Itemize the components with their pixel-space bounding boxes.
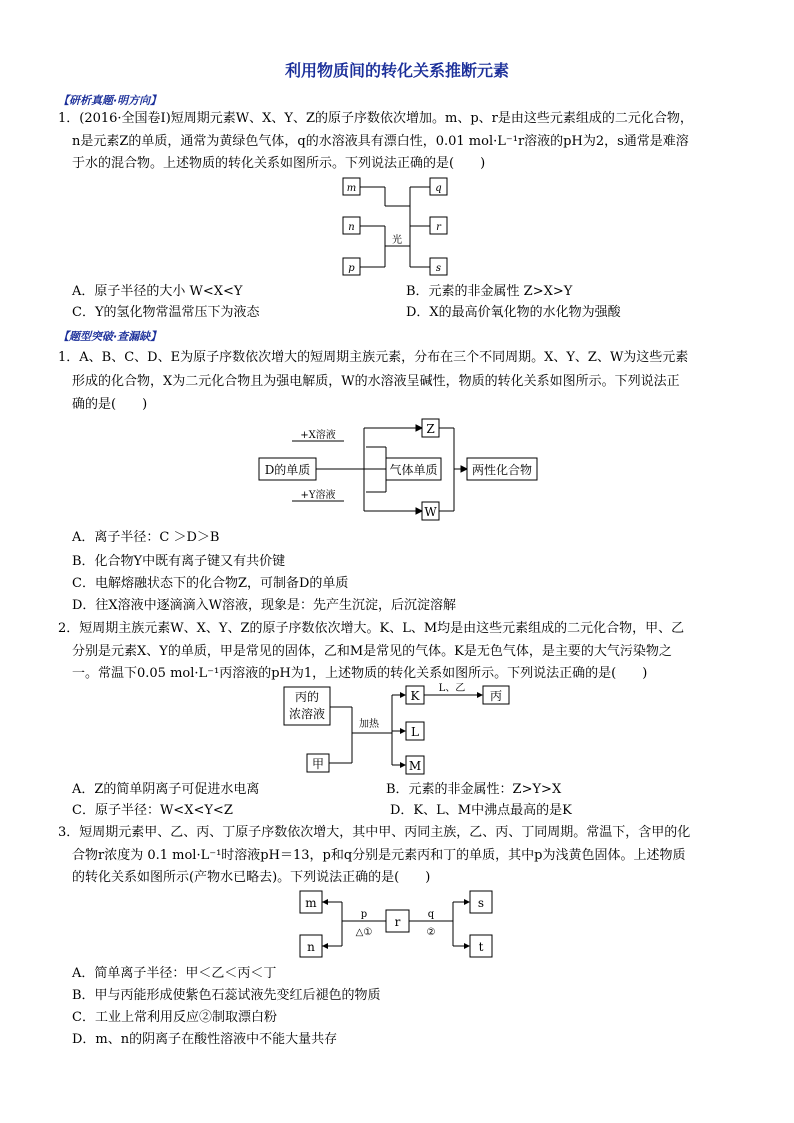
node-r: r	[394, 915, 401, 929]
label-l-yi: L、乙	[438, 683, 466, 694]
option-b[interactable]: B．元素的非金属性：Z>Y>X	[386, 782, 562, 797]
option-c[interactable]: C．Y的氢化物常温常压下为液态	[72, 305, 260, 320]
node-bing: 丙	[489, 689, 503, 703]
question-stem-line: 确的是( )	[72, 397, 148, 412]
option-a[interactable]: A．离子半径：C ＞D＞B	[72, 530, 220, 545]
node-k: K	[410, 689, 420, 703]
option-b[interactable]: B．甲与丙能形成使紫色石蕊试液先变红后褪色的物质	[72, 988, 381, 1003]
question-stem-line: 的转化关系如图所示(产物水已略去)。下列说法正确的是( )	[72, 870, 431, 885]
label-q: q	[427, 909, 435, 920]
node-m: M	[408, 759, 422, 773]
node-z: Z	[426, 422, 435, 436]
node-s: s	[477, 896, 485, 910]
condition-light: 光	[392, 235, 402, 246]
question-stem-line: 于水的混合物。上述物质的转化关系如图所示。下列说法正确的是( )	[72, 156, 486, 171]
conversion-diagram-q1	[256, 417, 546, 527]
option-a[interactable]: A．原子半径的大小 W<X<Y	[72, 284, 243, 299]
node-n: n	[348, 222, 355, 233]
question-stem-line: 合物r浓度为 0.1 mol·L⁻¹时溶液pH＝13，p和q分别是元素丙和丁的单质，其中p为浅黄色固体。上述物质	[72, 848, 686, 863]
question-stem-line: 分别是元素X、Y的单质，甲是常见的固体，乙和M是常见的气体。K是无色气体，是主要的大气污染物之	[72, 644, 672, 659]
conversion-diagram-q0	[340, 176, 465, 280]
question-stem-line: n是元素Z的单质，通常为黄绿色气体，q的水溶液具有漂白性，0.01 mol·L⁻¹r溶液的pH为2，s通常是难溶	[72, 134, 689, 149]
option-c[interactable]: C．工业上常利用反应②制取漂白粉	[72, 1010, 277, 1025]
section-header-study: 【研析真题·明方向】	[58, 94, 162, 107]
question-stem-line: 形成的化合物，X为二元化合物且为强电解质，W的水溶液呈碱性，物质的转化关系如图所示。下列说法正	[72, 374, 680, 389]
condition-heat-1: △①	[355, 927, 373, 938]
node-q: q	[435, 183, 442, 194]
label-p: p	[360, 909, 368, 920]
question-stem-line: 1．(2016·全国卷Ⅰ)短周期元素W、X、Y、Z的原子序数依次增加。m、p、r是由这些元素组成的二元化合物，	[58, 111, 693, 126]
node-gas: 气体单质	[389, 463, 438, 477]
option-a[interactable]: A．Z的简单阴离子可促进水电离	[72, 782, 260, 797]
condition-heat: 加热	[359, 719, 379, 730]
page-title: 利用物质间的转化关系推断元素	[284, 61, 509, 80]
option-c[interactable]: C．原子半径：W<X<Y<Z	[72, 803, 233, 818]
question-stem-line: 3．短周期元素甲、乙、丙、丁原子序数依次增大，其中甲、丙同主族，乙、丙、丁同周期。常温下，含甲的化	[58, 825, 691, 840]
conversion-diagram-q3	[298, 888, 498, 963]
node-n: n	[307, 940, 315, 954]
option-d[interactable]: D．m、n的阴离子在酸性溶液中不能大量共存	[72, 1032, 338, 1047]
node-w: W	[424, 505, 437, 519]
node-m: m	[346, 183, 357, 194]
node-bing-conc-1: 丙的	[294, 690, 320, 704]
option-a[interactable]: A．简单离子半径：甲＜乙＜丙＜丁	[72, 966, 277, 981]
question-stem-line: 2．短周期主族元素W、X、Y、Z的原子序数依次增大。K、L、M均是由这些元素组成的二元化合物，甲、乙	[58, 621, 685, 636]
question-stem-line: 一。常温下0.05 mol·L⁻¹丙溶液的pH为1，上述物质的转化关系如图所示。下列说法正确的是( )	[72, 666, 648, 681]
node-m: m	[305, 896, 317, 910]
node-t: t	[478, 940, 484, 954]
option-c[interactable]: C．电解熔融状态下的化合物Z，可制备D的单质	[72, 576, 349, 591]
label-plus-y: +Y溶液	[300, 490, 336, 501]
node-d-element: D的单质	[264, 463, 311, 477]
node-p: p	[348, 263, 355, 274]
option-d[interactable]: D．往X溶液中逐滴滴入W溶液，现象是：先产生沉淀，后沉淀溶解	[72, 598, 457, 613]
condition-2: ②	[426, 927, 436, 938]
option-b[interactable]: B．化合物Y中既有离子键又有共价键	[72, 554, 286, 569]
node-amphoteric: 两性化合物	[471, 463, 533, 477]
node-jia: 甲	[311, 757, 325, 771]
option-b[interactable]: B．元素的非金属性 Z>X>Y	[406, 284, 573, 299]
conversion-diagram-q2	[282, 685, 517, 780]
node-r: r	[436, 222, 441, 233]
node-l: L	[411, 725, 419, 739]
question-stem-line: 1．A、B、C、D、E为原子序数依次增大的短周期主族元素，分布在三个不同周期。X、Y、Z、W为这些元素	[58, 350, 689, 365]
option-d[interactable]: D．X的最高价氧化物的水化物为强酸	[406, 305, 621, 320]
node-bing-conc-2: 浓溶液	[288, 707, 326, 721]
section-header-practice: 【题型突破·查漏缺】	[58, 330, 162, 343]
label-plus-x: +X溶液	[300, 430, 336, 441]
node-s: s	[435, 263, 442, 274]
option-d[interactable]: D．K、L、M中沸点最高的是K	[390, 803, 572, 818]
